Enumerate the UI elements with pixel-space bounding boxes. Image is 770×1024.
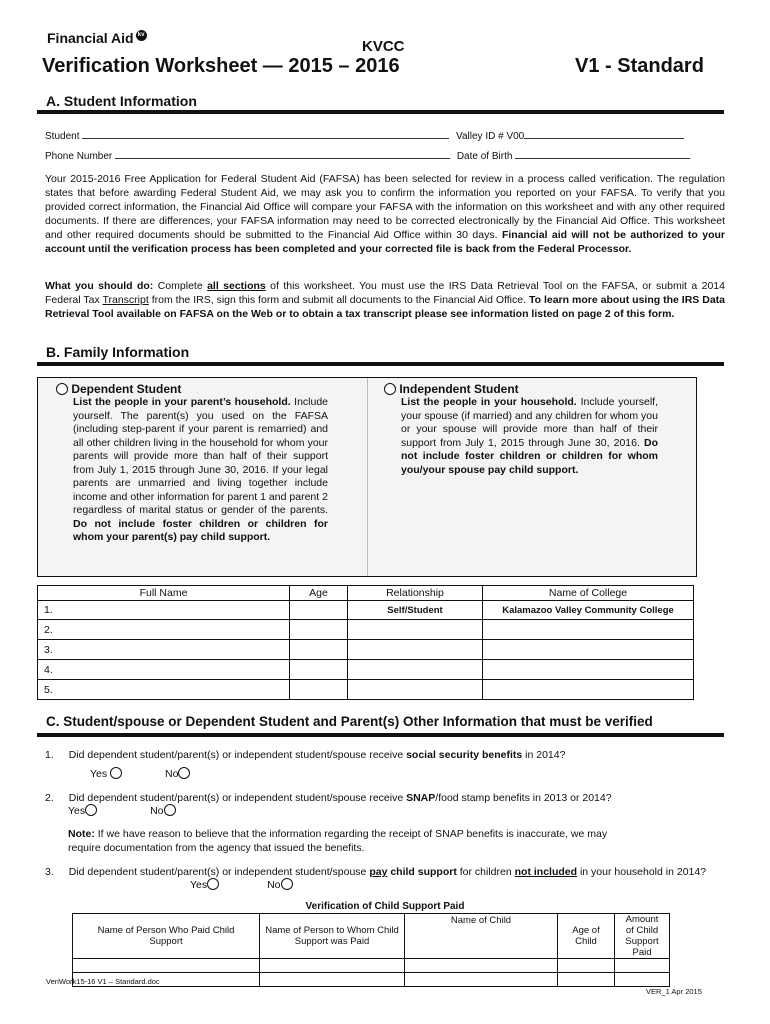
financial-aid-logo	[47, 30, 147, 46]
table-row	[38, 660, 694, 680]
household-table	[37, 585, 694, 700]
q1-bold: social security benefits	[406, 749, 523, 761]
child-support-header-row	[73, 914, 670, 959]
section-a-heading: A. Student Information	[46, 93, 197, 109]
q3-yes-label: Yes	[190, 879, 208, 891]
dependent-header	[56, 382, 328, 396]
child-age-cell[interactable]	[558, 973, 615, 987]
what-bold: To learn more about using the IRS Data Retrieval Tool available on FAFSA on the Web or to obtain a tax transcript please see information listed on page 2 of this form.	[45, 294, 725, 320]
dependent-lead: List the people in your parent’s household.	[73, 396, 291, 408]
amount-cell[interactable]	[615, 973, 670, 987]
q1-no-radio[interactable]	[178, 767, 190, 779]
age-cell[interactable]	[290, 620, 348, 640]
college-cell[interactable]: Kalamazoo Valley Community College	[483, 601, 694, 620]
amount-cell[interactable]	[615, 959, 670, 973]
section-c-heading: C. Student/spouse or Dependent Student and Parent(s) Other Information that must be verified	[46, 714, 653, 729]
row-number[interactable]: 2.	[38, 620, 290, 640]
payer-cell[interactable]	[73, 959, 260, 973]
col-payee: Name of Person to Whom Child Support was Paid	[260, 914, 405, 959]
q2-no-radio[interactable]	[164, 804, 176, 816]
college-cell[interactable]	[483, 620, 694, 640]
question-1	[45, 748, 725, 762]
phone-field[interactable]	[115, 148, 450, 159]
q3-bold: child support	[387, 866, 457, 878]
col-child-name: Name of Child	[405, 914, 558, 959]
col-full-name: Full Name	[38, 586, 290, 601]
logo-text: Financial Aid	[47, 30, 134, 46]
dob-label: Date of Birth	[456, 151, 513, 162]
school-name: KVCC	[362, 38, 405, 55]
independent-title: Independent Student	[399, 382, 519, 396]
table-row	[73, 959, 670, 973]
what-text-1: Complete	[153, 280, 208, 292]
child-support-caption: Verification of Child Support Paid	[305, 901, 465, 912]
col-college: Name of College	[483, 586, 694, 601]
phone-row	[45, 148, 735, 162]
q3-pay: pay	[369, 866, 388, 878]
section-c-rule	[37, 733, 724, 737]
row-number[interactable]: 1.	[38, 601, 290, 620]
table-row	[38, 601, 694, 620]
relationship-cell[interactable]	[348, 660, 483, 680]
col-payer: Name of Person Who Paid Child Support	[73, 914, 260, 959]
child-name-cell[interactable]	[405, 959, 558, 973]
transcript-word: Transcript	[102, 294, 149, 306]
dependent-column	[56, 382, 328, 576]
q3-text-3: in your household in 2014?	[577, 866, 707, 878]
what-text-3: from the IRS, sign this form and submit all documents to the Financial Aid Office.	[148, 294, 529, 306]
student-label: Student	[45, 131, 80, 142]
row-number[interactable]: 3.	[38, 640, 290, 660]
q2-yes-label: Yes	[68, 805, 86, 817]
q3-no-label: No	[267, 879, 281, 891]
age-cell[interactable]	[290, 680, 348, 700]
col-relationship: Relationship	[348, 586, 483, 601]
footer-left: VeriWork15-16 V1 – Standard.doc	[46, 977, 160, 986]
table-row	[73, 973, 670, 987]
note-text: If we have reason to believe that the information regarding the receipt of SNAP benefits is inaccurate, we may require documentation from the agency that issued the benefits.	[68, 828, 608, 854]
q1-yes-label: Yes	[90, 768, 108, 780]
q2-options	[68, 804, 176, 818]
dependent-text	[73, 396, 328, 545]
q3-yes-radio[interactable]	[207, 878, 219, 890]
q1-options	[90, 767, 190, 781]
relationship-cell[interactable]	[348, 680, 483, 700]
payee-cell[interactable]	[260, 973, 405, 987]
college-cell[interactable]	[483, 660, 694, 680]
q2-text: Did dependent student/parent(s) or independent student/spouse receive	[68, 792, 407, 804]
table-row	[38, 620, 694, 640]
q1-tail: in 2014?	[522, 749, 566, 761]
q2-tail: /food stamp benefits in 2013 or 2014?	[435, 792, 612, 804]
question-3	[45, 865, 725, 879]
age-cell[interactable]	[290, 660, 348, 680]
intro-bold: Financial aid will not be authorized to your account until the verification process has been completed and your corrected file is back from the Federal Processor.	[45, 229, 725, 255]
q3-text-1: Did dependent student/parent(s) or independent student/spouse	[68, 866, 370, 878]
family-box	[37, 377, 697, 577]
col-age: Age	[290, 586, 348, 601]
dob-field[interactable]	[515, 148, 690, 159]
what-label: What you should do:	[45, 280, 154, 292]
table-row	[38, 640, 694, 660]
q1-yes-radio[interactable]	[110, 767, 122, 779]
q1-text: Did dependent student/parent(s) or independent student/spouse receive	[68, 749, 407, 761]
section-a-rule	[37, 110, 724, 114]
payee-cell[interactable]	[260, 959, 405, 973]
family-box-divider	[367, 378, 368, 576]
row-number[interactable]: 5.	[38, 680, 290, 700]
independent-header	[384, 382, 658, 396]
relationship-cell[interactable]	[348, 640, 483, 660]
q3-options	[190, 878, 293, 892]
valley-id-label: Valley ID # V00	[456, 131, 525, 142]
phone-label: Phone Number	[45, 151, 113, 162]
version-label: V1 - Standard	[575, 55, 704, 77]
section-b-heading: B. Family Information	[46, 344, 190, 360]
dependent-title: Dependent Student	[71, 382, 182, 396]
independent-text	[401, 396, 658, 477]
student-row	[45, 128, 735, 142]
dependent-tail: Do not include foster children or children for whom your parent(s) pay child support.	[73, 517, 328, 543]
what-text-2: of this worksheet. You must use the IRS Data Retrieval Tool on the FAFSA, or submit a 2014 Federal Tax	[45, 280, 725, 306]
q2-number: 2.	[45, 792, 54, 804]
valley-id-field[interactable]	[524, 128, 684, 139]
logo-badge: kv	[136, 30, 147, 41]
household-header-row	[38, 586, 694, 601]
independent-lead: List the people in your household.	[401, 396, 577, 408]
q2-bold: SNAP	[406, 792, 436, 804]
q3-text-2: for children	[456, 866, 515, 878]
age-cell[interactable]	[290, 601, 348, 620]
college-cell[interactable]	[483, 680, 694, 700]
dependent-body: Include yourself. The parent(s) you used on the FAFSA (including step-parent if your parent is remarried) and all other children living in the household for whom your parents will provide more than half of their support from July 1, 2015 through June 30, 2016. If your legal parents are unmarried and living together include income and other information for parent 1 and parent 2 regardless of marital status or gender of the parents.	[73, 396, 329, 516]
q3-no-radio[interactable]	[281, 878, 293, 890]
q1-number: 1.	[45, 749, 54, 761]
dependent-radio[interactable]	[56, 383, 68, 395]
relationship-cell[interactable]	[348, 620, 483, 640]
instructions-paragraph	[45, 279, 725, 321]
independent-tail: Do not include foster children or children for whom you/your spouse pay child support.	[401, 436, 658, 476]
independent-body: Include yourself, your spouse (if married) and any children for whom you or your spouse will provide more than half of their support from July 1, 2015 through June 30, 2016.	[401, 396, 658, 449]
col-child-age: Age of Child	[558, 914, 615, 959]
age-cell[interactable]	[290, 640, 348, 660]
all-sections: all sections	[207, 280, 266, 292]
intro-text: Your 2015-2016 Free Application for Federal Student Aid (FAFSA) has been selected for review in a process called verification. The regulation states that before awarding Federal Student Aid, we may ask you to confirm the information you reported on your FAFSA. To verify that you provided correct information, the Financial Aid Office will compare your FAFSA with the information on this worksheet and with any other required documents. If there are differences, your FAFSA information may need to be corrected electronically by the Financial Aid Office. This worksheet and other required documents should be submitted to the Financial Aid Office within 30 days.	[45, 173, 725, 241]
independent-radio[interactable]	[384, 383, 396, 395]
footer-right: VER_1 Apr 2015	[646, 987, 702, 996]
independent-column	[384, 382, 658, 576]
relationship-cell[interactable]: Self/Student	[348, 601, 483, 620]
q2-yes-radio[interactable]	[85, 804, 97, 816]
college-cell[interactable]	[483, 640, 694, 660]
snap-note	[68, 827, 628, 855]
q1-no-label: No	[164, 768, 179, 780]
col-amount: Amount of Child Support Paid	[615, 914, 670, 959]
section-b-rule	[37, 362, 724, 366]
page-title: Verification Worksheet — 2015 – 2016	[42, 55, 400, 77]
intro-paragraph	[45, 172, 725, 256]
child-support-table	[72, 913, 670, 987]
child-age-cell[interactable]	[558, 959, 615, 973]
child-name-cell[interactable]	[405, 973, 558, 987]
note-label: Note:	[68, 828, 95, 840]
question-2	[45, 791, 725, 805]
student-field[interactable]	[82, 128, 449, 139]
q2-no-label: No	[150, 805, 164, 817]
row-number[interactable]: 4.	[38, 660, 290, 680]
table-row	[38, 680, 694, 700]
q3-number: 3.	[45, 866, 54, 878]
q3-not-included: not included	[514, 866, 578, 878]
